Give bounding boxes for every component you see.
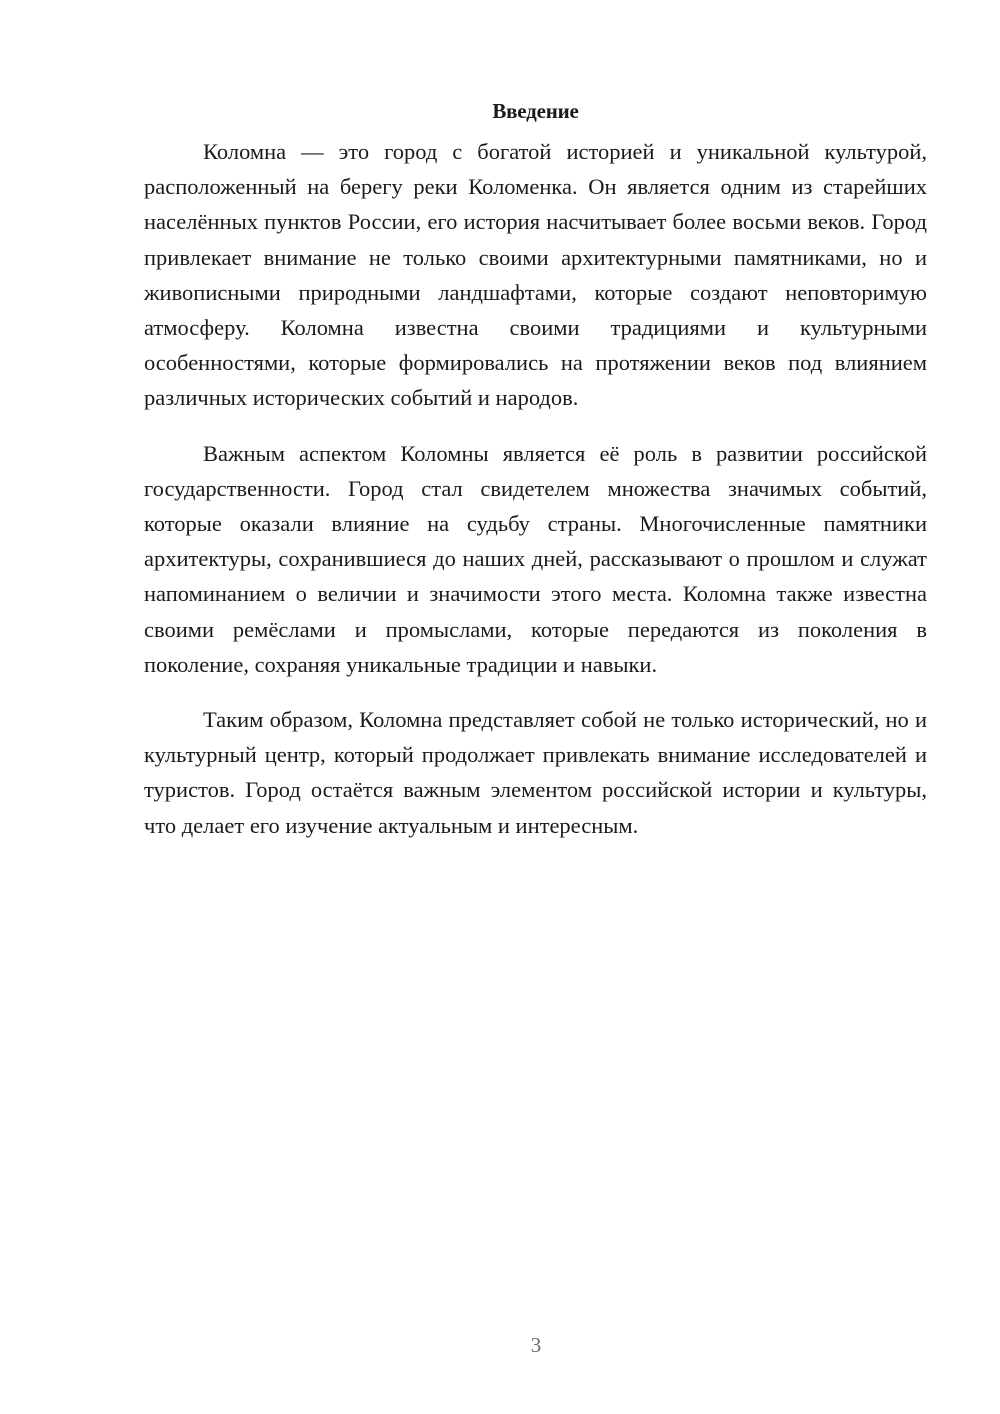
paragraph-1: Коломна — это город с богатой историей и уникальной культурой, расположенный на берегу реки Коломенка. Он является одним из старейших населённых пунктов России, его история насчитывает более восьми веков. Город привлекает внимание не только своими архитектурными памятниками, но и живописными природными ландшафтами, которые создают неповторимую атмосферу. Коломна известна своими традициями и культурными особенностями, которые формировались на протяжении веков под влиянием различных исторических событий и народов. <box>144 139 927 411</box>
page-number: 3 <box>530 1333 542 1357</box>
paragraph-3: Таким образом, Коломна представляет собой не только исторический, но и культурный центр, который продолжает привлекать внимание исследователей и туристов. Город остаётся важным элементом российской истории и культуры, что делает его изучение актуальным и интересным. <box>144 707 927 838</box>
page-content <box>144 96 927 863</box>
section-title: Введение <box>492 99 579 123</box>
paragraph-2: Важным аспектом Коломны является её роль в развитии российской государственности. Город стал свидетелем множества значимых событий, которые оказали влияние на судьбу страны. Многочисленные памятники архитектуры, сохранившиеся до наших дней, рассказывают о прошлом и служат напоминанием о величии и значимости этого места. Коломна также известна своими ремёслами и промыслами, которые передаются из поколения в поколение, сохраняя уникальные традиции и навыки. <box>144 440 927 677</box>
